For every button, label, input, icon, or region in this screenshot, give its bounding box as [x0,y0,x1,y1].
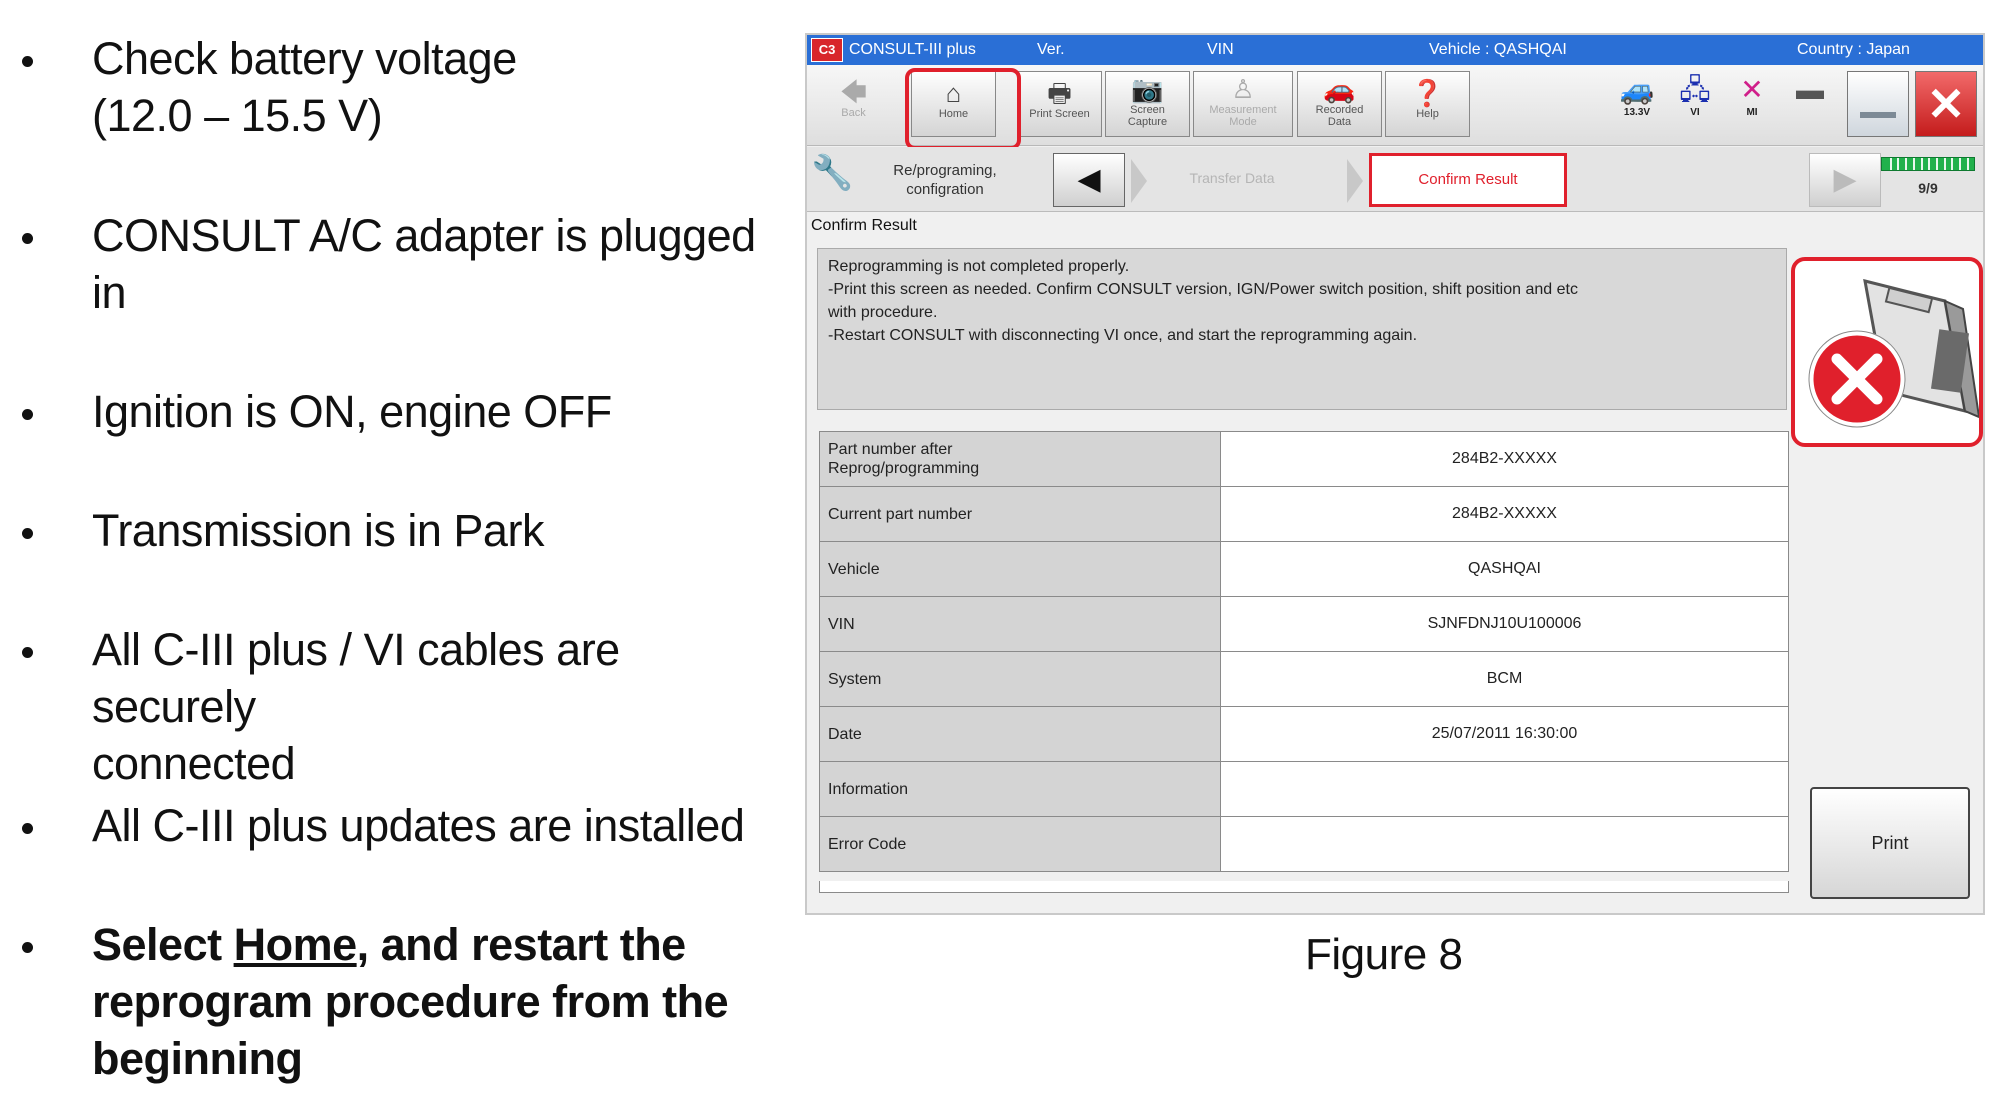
progress-segment-divider [1928,158,1930,170]
bullet-text: connected [92,738,296,789]
bullet-text: All C-III plus / VI cables are securely [92,624,620,732]
progress-segment-divider [1897,158,1899,170]
c3-logo: C3 [811,38,843,62]
page-title: Confirm Result [811,217,917,234]
version-label: Ver. [1037,41,1065,58]
bullet-text: beginning [92,1033,303,1084]
printer-icon: 🖶 [1047,78,1072,108]
bullet-text: All C-III plus updates are installed [92,800,745,851]
step-chevron [1347,159,1363,203]
camera-icon: 📷 [1131,74,1164,104]
row-label: Information [820,762,1221,817]
bullet-text: Select [92,919,234,970]
vi-connector-icon: 🖧 [1679,74,1711,105]
message-line: Reprogramming is not completed properly. [828,258,1130,275]
row-label: Current part number [820,487,1221,542]
table-row [820,707,1789,762]
previous-step-button[interactable] [1053,153,1125,207]
error-message [817,248,1787,410]
vin-label: VIN [1207,41,1234,58]
row-value: SJNFDNJ10U100006 [1221,597,1789,652]
close-button[interactable] [1915,71,1977,137]
progress-segment-divider [1921,158,1923,170]
bullet-text: Check battery voltage [92,33,517,84]
progress-segment-divider [1913,158,1915,170]
bullet-text: reprogram procedure from the [92,976,729,1027]
home-reference: Home [233,919,357,970]
checklist [0,0,790,1101]
app-title: CONSULT-III plus [849,41,976,58]
close-icon: ✕ [1926,78,1966,130]
section-label: Re/programing, configration [893,162,997,198]
consult-window [805,33,1985,915]
ecu-failure-icon [1795,261,1979,443]
print-button[interactable]: Print [1810,787,1970,899]
battery-status: 🚙 13.3V [1612,73,1662,118]
row-label: Vehicle [820,542,1221,597]
step-confirm-result: Confirm Result [1369,153,1567,207]
bullet-dot [22,56,33,67]
bullet-text: Transmission is in Park [92,505,544,556]
bullet-text: CONSULT A/C adapter is plugged [92,210,756,261]
figure-caption: Figure 8 [1305,930,1463,979]
page-counter: 9/9 [1918,180,1938,196]
table-row [820,432,1789,487]
table-row [820,542,1789,597]
bullet-dot [22,409,33,420]
row-value: BCM [1221,652,1789,707]
bullet-dot [22,233,33,244]
row-value: 25/07/2011 16:30:00 [1221,707,1789,762]
bullet-text: , and restart the [356,919,686,970]
country-label: Country : Japan [1797,41,1910,58]
row-label: Error Code [820,817,1221,872]
help-button[interactable]: ❓ Help [1385,71,1470,137]
measurement-icon: ♙ [1231,74,1255,104]
message-line: -Print this screen as needed. Confirm CONSULT version, IGN/Power switch position, shift position and etc [828,281,1578,298]
table-row [820,597,1789,652]
row-label: Date [820,707,1221,762]
table-row [820,762,1789,817]
vi-status: 🖧 VI [1670,73,1720,118]
step-transfer-data: Transfer Data [1189,170,1275,186]
table-row [820,652,1789,707]
progress-segment-divider [1951,158,1953,170]
measurement-mode-button[interactable]: ♙ Measurement Mode [1193,71,1293,137]
ecu-error-panel [1791,257,1983,447]
home-icon: ⌂ [945,78,962,108]
bullet-dot [22,942,33,953]
recorded-data-button[interactable]: 🚗 Recorded Data [1297,71,1382,137]
mi-disconnected-icon: ✕ [1740,74,1764,105]
table-scroll-area [819,881,1789,893]
message-line: -Restart CONSULT with disconnecting VI once, and start the reprogramming again. [828,327,1418,344]
car-battery-icon: 🚙 [1619,74,1655,105]
home-button[interactable]: ⌂ Home [911,71,996,137]
progress-segment-divider [1959,158,1961,170]
bullet-dot [22,528,33,539]
print-screen-button[interactable]: 🖶 Print Screen [1017,71,1102,137]
back-arrow-icon: 🡄 [840,77,867,107]
row-value: 284B2-XXXXX [1221,487,1789,542]
progress-segment-divider [1890,158,1892,170]
battery-icon: ▬ [1796,74,1824,105]
battery-indicator [1785,73,1835,107]
row-value [1221,762,1789,817]
back-button[interactable]: 🡄 Back [811,71,896,137]
mi-status: ✕ MI [1727,73,1777,118]
minimize-icon [1860,112,1896,118]
bullet-text: Ignition is ON, engine OFF [92,386,612,437]
reprogramming-tool-icon: 🔧 [811,154,854,192]
row-label: Part number after Reprog/programming [820,432,1221,487]
row-value: QASHQAI [1221,542,1789,597]
result-table [819,431,1789,872]
left-triangle-icon: ◀ [1077,163,1101,196]
screen-capture-button[interactable]: 📷 Screen Capture [1105,71,1190,137]
right-triangle-icon: ▶ [1833,163,1857,196]
minimize-button[interactable] [1847,71,1909,137]
row-value: 284B2-XXXXX [1221,432,1789,487]
row-value [1221,817,1789,872]
table-row [820,487,1789,542]
progress-segment-divider [1905,158,1907,170]
table-row [820,817,1789,872]
vehicle-label: Vehicle : QASHQAI [1429,41,1567,58]
next-step-button[interactable] [1809,153,1881,207]
bullet-dot [22,823,33,834]
row-label: System [820,652,1221,707]
progress-bar [1881,157,1975,171]
step-chevron [1131,159,1147,203]
progress-segment-divider [1936,158,1938,170]
row-label: VIN [820,597,1221,652]
bullet-text: (12.0 – 15.5 V) [92,90,383,141]
title-bar [807,35,1983,65]
step-bar [807,147,1983,212]
message-line: with procedure. [828,304,938,321]
recorded-data-icon: 🚗 [1323,74,1356,104]
progress-segment-divider [1967,158,1969,170]
progress-segment-divider [1944,158,1946,170]
bullet-text: in [92,267,127,318]
help-icon: ❓ [1411,78,1444,108]
bullet-dot [22,647,33,658]
home-highlight [905,68,1021,150]
